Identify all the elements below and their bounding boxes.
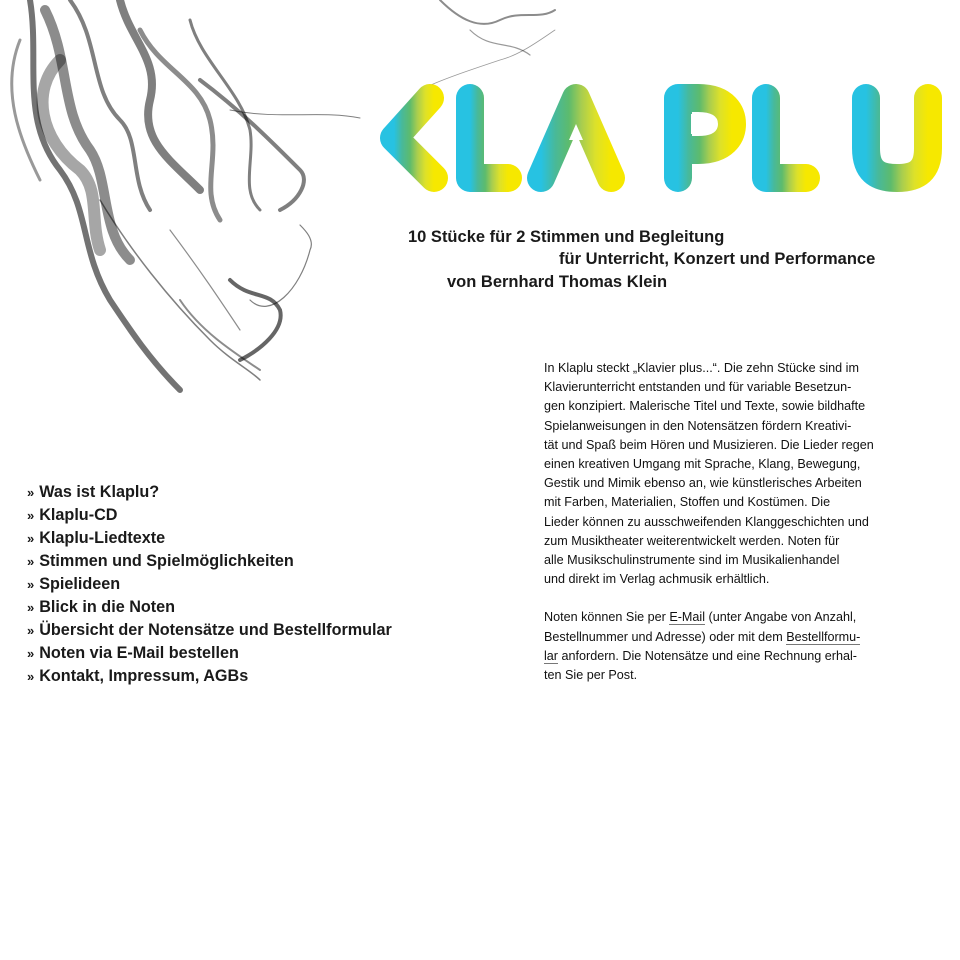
description-paragraph-1: In Klaplu steckt „Klavier plus...“. Die zehn Stücke sind im Klavierunterricht entstanden und für variable Besetzun- gen konzipiert. Malerische Titel und Texte, sowie bildhafte Spielanweisungen in den Notensätzen fördern Kreativi- tät und Spaß beim Hören und Musizieren. Die Lieder regen einen kreativen Umgang mit Sprache, Klang, Bewegung, Gestik und Mimik ebenso an, wie künstlerisches Arbeiten mit Farben, Materialien, Stoffen und Kostümen. Die Lieder können zu ausschweifenden Klanggeschichten und zum Musiktheater weiterentwickelt werden. Noten für alle Musikschulinstrumente sind im Musikalienhandel und direkt im Verlag achmusik erhältlich. [544,361,874,587]
double-chevron-right-icon: » [27,531,35,546]
double-chevron-right-icon: » [27,623,35,638]
double-chevron-right-icon: » [27,485,35,500]
main-navigation [27,481,392,688]
nav-item-stimmen[interactable]: » Stimmen und Spielmöglichkeiten [27,552,294,570]
double-chevron-right-icon: » [27,646,35,661]
nav-item-was-ist-klaplu[interactable]: » Was ist Klaplu? [27,483,160,501]
double-chevron-right-icon: » [27,554,35,569]
double-chevron-right-icon: » [27,577,35,592]
nav-item-liedtexte[interactable]: » Klaplu-Liedtexte [27,529,166,547]
nav-item-kontakt[interactable]: » Kontakt, Impressum, AGBs [27,667,249,685]
nav-item-email-bestellen[interactable]: » Noten via E-Mail bestellen [27,644,239,662]
subtitle-line-2: für Unterricht, Konzert und Performance [559,250,876,268]
nav-item-uebersicht-bestellformular[interactable]: » Übersicht der Notensätze und Bestellformular [27,621,392,639]
email-link[interactable]: E-Mail [669,610,706,625]
klaplu-logo [358,80,950,196]
double-chevron-right-icon: » [27,669,35,684]
order-form-link[interactable]: Bestellformu- [786,629,861,644]
nav-item-blick-in-die-noten[interactable]: » Blick in die Noten [27,598,176,616]
description [544,359,934,704]
subtitle-author: von Bernhard Thomas Klein [447,273,668,291]
subtitle-line-1: 10 Stücke für 2 Stimmen und Begleitung [408,228,725,246]
description-paragraph-2: Noten können Sie per E-Mail (unter Angabe von Anzahl, Bestellnummer und Adresse) oder mit dem Bestellformu- lar anfordern. Die Notensätze und eine Rechnung erhal- ten Sie per Post. [544,610,861,683]
double-chevron-right-icon: » [27,508,35,523]
nav-item-spielideen[interactable]: » Spielideen [27,575,121,593]
ink-smoke-illustration [0,0,560,400]
nav-item-klaplu-cd[interactable]: » Klaplu-CD [27,506,118,524]
order-form-link-continued[interactable]: lar [544,648,558,663]
double-chevron-right-icon: » [27,600,35,615]
